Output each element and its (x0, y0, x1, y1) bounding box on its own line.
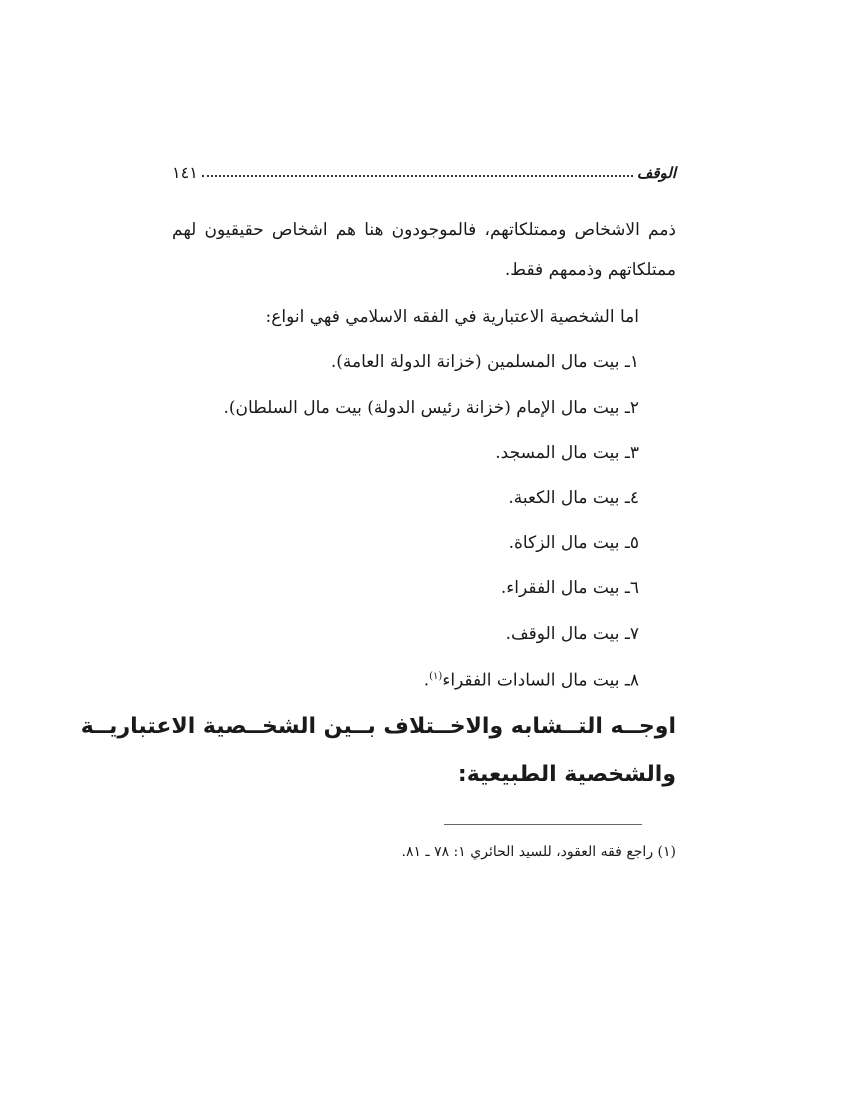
section-heading-line-1: اوجــه التــشابه والاخــتلاف بــين الشخــصية الاعتباريــة (80, 714, 676, 739)
list-item-6: ٦ـ بيت مال الفقراء. (500, 578, 639, 598)
list-item-2: ٢ـ بيت مال الإمام (خزانة رئيس الدولة) بيت مال السلطان). (223, 398, 639, 418)
page-header (172, 156, 676, 182)
running-title: الوقف (636, 164, 676, 182)
paragraph-line-1: ذمم الاشخاص وممتلكاتهم، فالموجودون هنا هم اشخاص حقيقيون لهم (172, 220, 676, 240)
dotted-leader (202, 175, 633, 177)
section-heading-line-2: والشخصية الطبيعية: (457, 762, 676, 787)
list-item-8 (424, 672, 639, 690)
footnote: (١) راجع فقه العقود، للسيد الحائري ١: ٧٨ ـ ٨١. (401, 844, 676, 860)
list-item-8-text: ٨ـ بيت مال السادات الفقراء (442, 670, 639, 691)
footnote-separator (444, 824, 642, 825)
list-item-8-period: . (423, 670, 430, 691)
list-item-1: ١ـ بيت مال المسلمين (خزانة الدولة العامة). (330, 352, 639, 372)
list-item-3: ٣ـ بيت مال المسجد. (495, 443, 639, 463)
types-intro: اما الشخصية الاعتبارية في الفقه الاسلامي فهي انواع: (265, 307, 639, 327)
list-item-4: ٤ـ بيت مال الكعبة. (508, 488, 639, 508)
list-item-7: ٧ـ بيت مال الوقف. (505, 624, 639, 644)
list-item-5: ٥ـ بيت مال الزكاة. (508, 533, 639, 553)
footnote-reference: (١) (429, 671, 443, 682)
page-number: ١٤١ (172, 163, 198, 182)
paragraph-line-2: ممتلكاتهم وذممهم فقط. (504, 260, 676, 280)
